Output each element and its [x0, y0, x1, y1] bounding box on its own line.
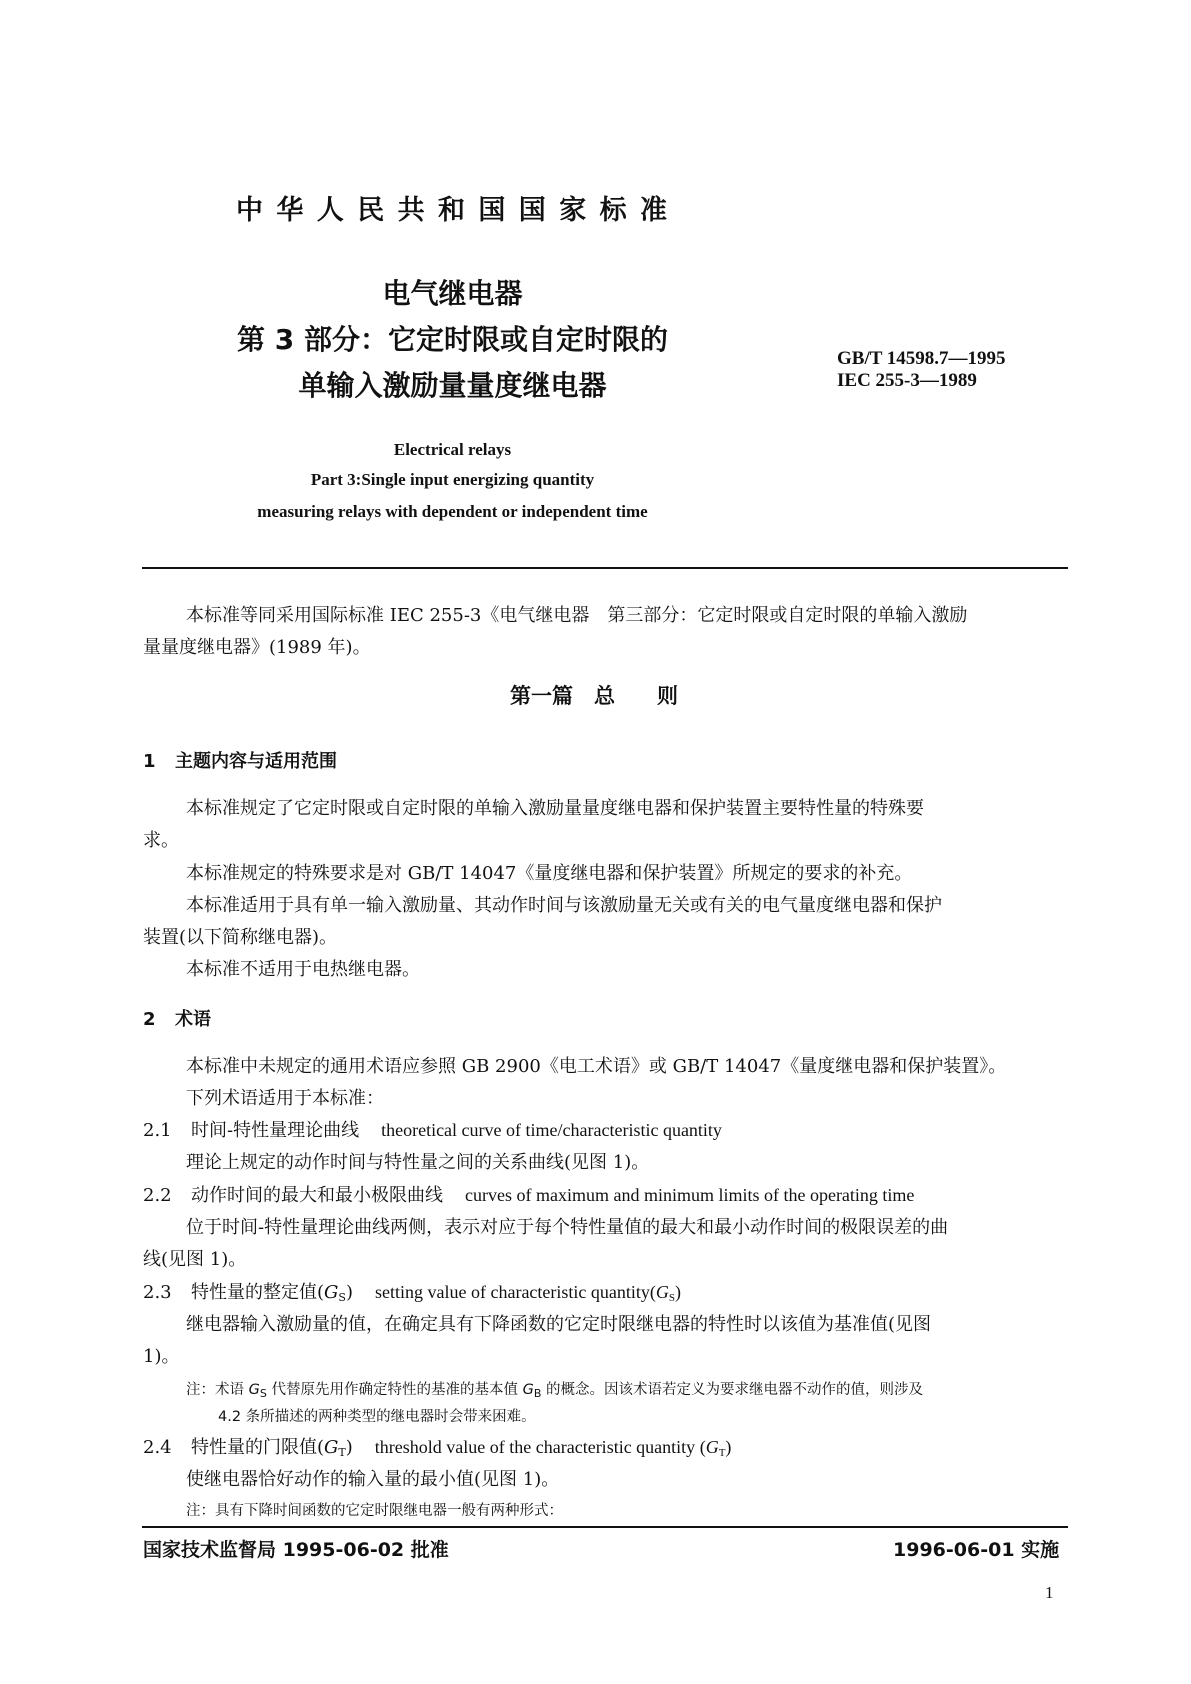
- section1-p4: 本标准不适用于电热继电器。: [186, 959, 420, 980]
- term-2-4-en-symbol: G: [705, 1437, 719, 1457]
- term-2-3-subscript: S: [338, 1291, 346, 1304]
- intro-line2: 量量度继电器》(1989 年)。: [143, 637, 371, 658]
- term-2-3-cn: 特性量的整定值: [191, 1282, 317, 1303]
- term-2-3-definition-line2: 1)。: [143, 1346, 180, 1367]
- term-2-1-number: 2.1: [143, 1120, 172, 1141]
- iec-code: IEC 255-3—1989: [837, 370, 977, 391]
- note-1-symbol-gs: G: [248, 1382, 260, 1398]
- section1-p1-line2: 求。: [143, 830, 179, 851]
- note-1-line1: 注：术语 $G_S$ 代替原先用作确定特性的基准的基本值 $G_B$ 的概念。因该术语若定义为要求继电器不动作的值，则涉及: [186, 1382, 923, 1400]
- title-cn-line1: 电气继电器: [382, 277, 523, 310]
- note-1-symbol-gb: G: [522, 1382, 534, 1398]
- term-2-4-definition: 使继电器恰好动作的输入量的最小值(见图 1)。: [186, 1469, 560, 1490]
- term-2-1: [143, 1116, 722, 1142]
- bottom-rule: [142, 1526, 1068, 1528]
- term-2-3-en: setting value of characteristic quantity: [375, 1282, 650, 1302]
- term-2-4: 2.4 特性量的门限值$(G_T)$ threshold value of the characteristic quantity $(G_T)$: [143, 1437, 732, 1459]
- term-2-4-cn: 特性量的门限值: [191, 1437, 317, 1458]
- section2-p2: 下列术语适用于本标准：: [186, 1088, 384, 1109]
- note-1-line2: 4.2 条所描述的两种类型的继电器时会带来困难。: [218, 1409, 536, 1425]
- section1-title: 主题内容与适用范围: [175, 751, 337, 772]
- section2-number: 2: [143, 1009, 156, 1030]
- title-en-line1: Electrical relays: [393, 440, 512, 459]
- term-2-1-en: theoretical curve of time/characteristic quantity: [381, 1120, 722, 1140]
- effective-date: 1996-06-01 实施: [893, 1539, 1060, 1561]
- term-2-4-symbol: G: [324, 1437, 339, 1458]
- term-2-4-en: threshold value of the characteristic quantity: [374, 1437, 696, 1457]
- section1-number: 1: [143, 751, 156, 772]
- term-2-1-definition: 理论上规定的动作时间与特性量之间的关系曲线(见图 1)。: [186, 1152, 650, 1173]
- term-2-3-number: 2.3: [143, 1282, 172, 1303]
- approval-date: 国家技术监督局 1995-06-02 批准: [143, 1539, 449, 1561]
- section1-p3-line1: 本标准适用于具有单一输入激励量、其动作时间与该激励量无关或有关的电气量度继电器和保护: [186, 895, 942, 916]
- title-cn-line2: 第 3 部分：它定时限或自定时限的: [237, 323, 668, 356]
- term-2-2-definition-line2: 线(见图 1)。: [143, 1249, 247, 1270]
- term-2-1-cn: 时间-特性量理论曲线: [191, 1120, 360, 1141]
- section2-heading: [143, 1005, 211, 1031]
- term-2-3-en-subscript: S: [668, 1292, 676, 1304]
- term-2-4-subscript: T: [338, 1446, 346, 1459]
- title-cn-line3: 单输入激励量量度继电器: [298, 369, 607, 402]
- term-2-3-symbol: G: [324, 1282, 339, 1303]
- gb-code: GB/T 14598.7—1995: [837, 348, 1006, 369]
- section2-title: 术语: [175, 1009, 211, 1030]
- term-2-2-definition-line1: 位于时间-特性量理论曲线两侧，表示对应于每个特性量值的最大和最小动作时间的极限误差的曲: [186, 1217, 949, 1238]
- note-2: 注：具有下降时间函数的它定时限继电器一般有两种形式：: [186, 1503, 563, 1519]
- term-2-4-number: 2.4: [143, 1437, 172, 1458]
- section1-p3-line2: 装置(以下简称继电器)。: [143, 927, 338, 948]
- top-rule: [142, 567, 1068, 569]
- title-en-line2: Part 3:Single input energizing quantity: [310, 470, 595, 489]
- term-2-4-en-subscript: T: [718, 1447, 726, 1459]
- term-2-2-number: 2.2: [143, 1185, 172, 1206]
- national-standard-header: 中 华 人 民 共 和 国 国 家 标 准: [236, 195, 669, 226]
- section1-heading: [143, 747, 337, 773]
- term-2-3-en-symbol: G: [655, 1282, 669, 1302]
- term-2-2-en: curves of maximum and minimum limits of the operating time: [465, 1185, 915, 1205]
- title-en-line3: measuring relays with dependent or independent time: [257, 502, 648, 521]
- term-2-2: [143, 1181, 914, 1207]
- section1-p1-line1: 本标准规定了它定时限或自定时限的单输入激励量量度继电器和保护装置主要特性量的特殊要: [186, 798, 924, 819]
- section2-p1: 本标准中未规定的通用术语应参照 GB 2900《电工术语》或 GB/T 14047《量度继电器和保护装置》。: [186, 1056, 1007, 1077]
- term-2-3-definition-line1: 继电器输入激励量的值，在确定具有下降函数的它定时限继电器的特性时以该值为基准值(见图: [186, 1314, 932, 1335]
- intro-line1: 本标准等同采用国际标准 IEC 255-3《电气继电器 第三部分：它定时限或自定时限的单输入激励: [186, 605, 968, 626]
- term-2-3: 2.3 特性量的整定值$(G_S)$ setting value of characteristic $quantity(G_S)$: [143, 1282, 682, 1304]
- term-2-2-cn: 动作时间的最大和最小极限曲线: [191, 1185, 443, 1206]
- part-title: 第一篇 总 则: [510, 684, 678, 708]
- section1-p2: 本标准规定的特殊要求是对 GB/T 14047《量度继电器和保护装置》所规定的要求的补充。: [186, 863, 913, 884]
- page-number: 1: [1045, 1583, 1054, 1602]
